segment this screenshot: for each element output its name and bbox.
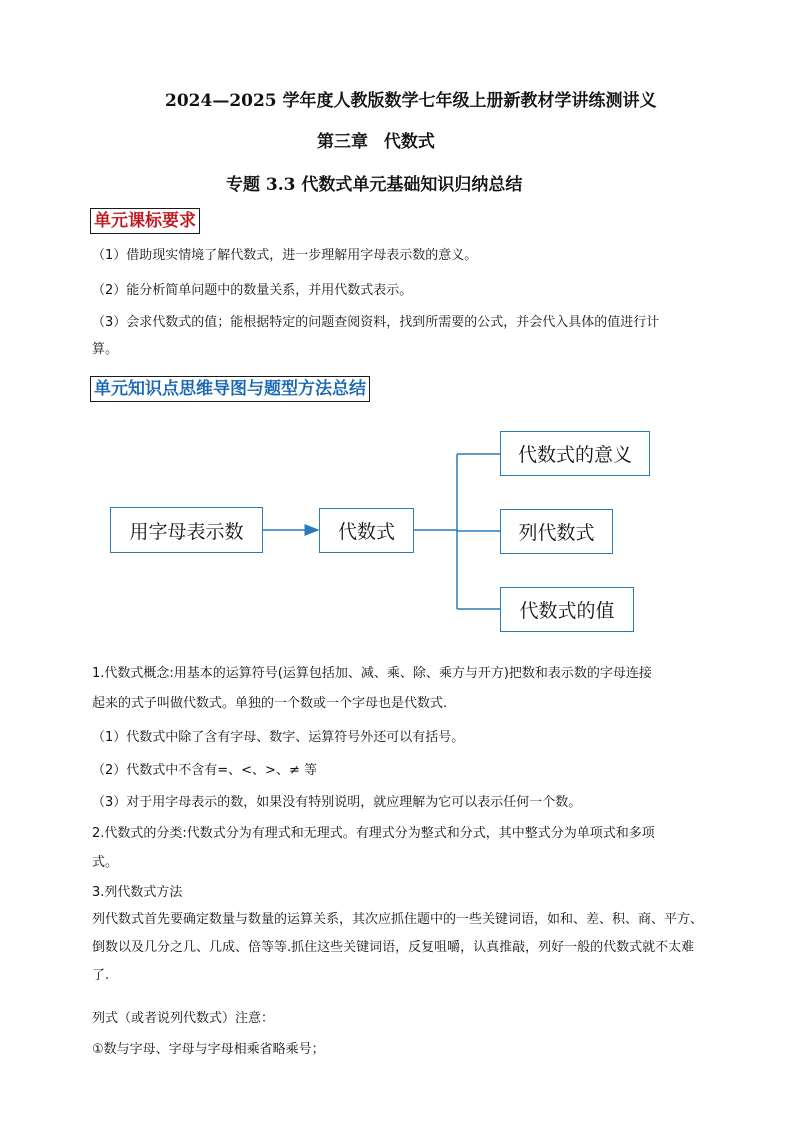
mindmap-root-node: 用字母表示数 bbox=[110, 507, 263, 553]
mindmap-center-node: 代数式 bbox=[319, 508, 414, 553]
curriculum-item-2: （2）能分析简单问题中的数量关系，并用代数式表示。 bbox=[92, 283, 413, 298]
main-title: 2024—2025 学年度人教版数学七年级上册新教材学讲练测讲义 bbox=[165, 91, 657, 111]
method-body: 列代数式首先要确定数量与数量的运算关系，其次应抓住题中的一些关键词语，如和、差、积、商、平方、倒数以及几分之几、几成、倍等等.抓住这些关键词语，反复咀嚼，认真推敲，列好一般的代数式就不太难了. bbox=[92, 912, 704, 983]
chapter-title: 第三章 代数式 bbox=[317, 132, 435, 152]
curriculum-item-3-cont: 算。 bbox=[92, 342, 119, 357]
mindmap-branch-value: 代数式的值 bbox=[500, 587, 634, 632]
mindmap-branch-write: 列代数式 bbox=[500, 509, 613, 554]
concept-sub-1: （1）代数式中除了含有字母、数字、运算符号外还可以有括号。 bbox=[92, 730, 465, 745]
method-title: 3.列代数式方法 bbox=[92, 885, 183, 900]
note-item-1: ①数与字母、字母与字母相乘省略乘号； bbox=[92, 1042, 325, 1057]
concept-line-2: 起来的式子叫做代数式。单独的一个数或一个字母也是代数式. bbox=[92, 696, 448, 711]
mindmap-branch-meaning: 代数式的意义 bbox=[500, 431, 650, 476]
topic-title: 专题 3.3 代数式单元基础知识归纳总结 bbox=[226, 175, 523, 195]
classification-line-2: 式。 bbox=[92, 855, 119, 870]
note-title: 列式（或者说列代数式）注意： bbox=[92, 1011, 275, 1026]
curriculum-item-1: （1）借助现实情境了解代数式，进一步理解用字母表示数的意义。 bbox=[92, 248, 478, 263]
classification-line-1: 2.代数式的分类:代数式分为有理式和无理式。有理式分为整式和分式，其中整式分为单项式和多项 bbox=[92, 826, 655, 841]
concept-sub-2: （2）代数式中不含有=、<、>、≠ 等 bbox=[92, 763, 317, 778]
concept-sub-3: （3）对于用字母表示的数，如果没有特别说明，就应理解为它可以表示任何一个数。 bbox=[92, 795, 582, 810]
concept-line-1: 1.代数式概念:用基本的运算符号(运算包括加、减、乘、除、乘方与开方)把数和表示数的字母连接 bbox=[92, 666, 652, 681]
section-heading-mindmap: 单元知识点思维导图与题型方法总结 bbox=[90, 376, 370, 402]
section-heading-curriculum: 单元课标要求 bbox=[90, 208, 200, 234]
curriculum-item-3: （3）会求代数式的值；能根据特定的问题查阅资料，找到所需要的公式，并会代入具体的值进行计 bbox=[92, 315, 660, 330]
